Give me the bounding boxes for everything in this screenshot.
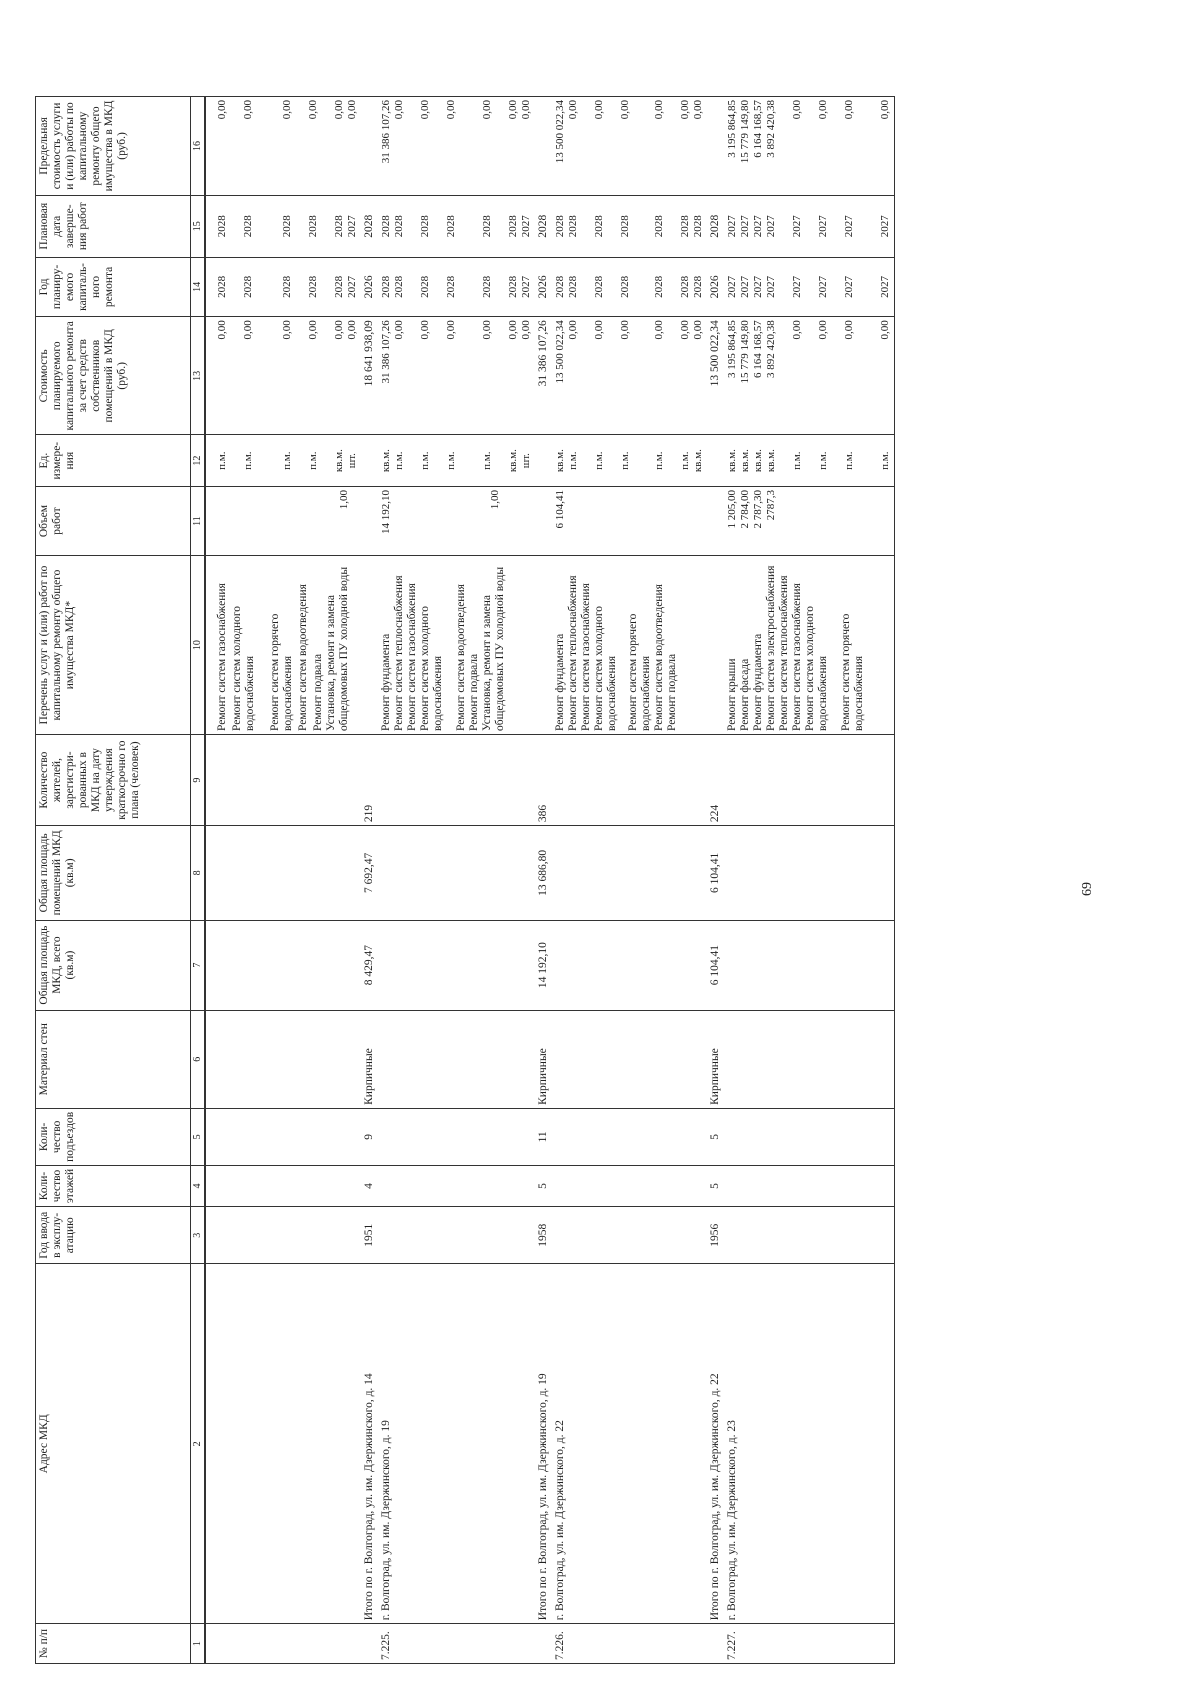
column-number: 12: [191, 435, 206, 487]
work-item: Установка, ремонт и замена общедомовых ПУ холодной воды: [481, 566, 506, 732]
total-row: [707, 97, 724, 1664]
rotated-table-sheet: [35, 96, 1135, 1676]
repair-year: 2028: [380, 275, 392, 298]
unit: п.м.: [843, 451, 855, 470]
repair-year: 2028: [445, 275, 457, 298]
repair-year: 2028: [481, 275, 493, 298]
work-item: Ремонт систем горячего водоснабжения: [840, 613, 865, 732]
end-date: 2028: [679, 215, 691, 238]
work-volume: 1,00: [338, 489, 350, 510]
unit: п.м.: [481, 451, 493, 470]
repair-year: 2028: [281, 275, 293, 298]
unit: п.м.: [281, 451, 293, 470]
work-item: Ремонт подвала: [312, 653, 324, 732]
header-cell: Год планиру-емого капиталь-ного ремонта: [36, 257, 191, 317]
cost: 0,00: [791, 320, 803, 340]
work-item: Ремонт подвала: [666, 653, 678, 732]
column-number: 9: [191, 735, 206, 826]
end-date: 2028: [333, 215, 345, 238]
unit: п.м.: [242, 451, 254, 470]
cost: 0,00: [419, 320, 431, 340]
unit: п.м.: [307, 451, 319, 470]
address: Итого по г. Волгоград, ул. им. Дзержинского, д. 14: [361, 1264, 378, 1624]
column-number-row: [191, 97, 206, 1664]
header-cell: Коли-чество этажей: [36, 1165, 191, 1206]
header-cell: Перечень услуг и (или) работ по капитальному ремонту общего имущества МКД*: [36, 556, 191, 735]
work-item: Ремонт систем газоснабжения: [216, 583, 228, 732]
work-volume: 2787,3: [765, 489, 777, 521]
total-row: [361, 97, 378, 1664]
repair-year: 2027: [752, 275, 764, 298]
end-date: 2027: [765, 215, 777, 238]
work-item: Ремонт систем холодного водоснабжения: [593, 605, 618, 732]
limit-cost: 0,00: [879, 100, 891, 120]
limit-cost: 0,00: [307, 100, 319, 120]
cost: 18 641 938,09: [361, 317, 378, 435]
cost: 0,00: [619, 320, 631, 340]
cost: 0,00: [520, 320, 532, 340]
work-item: Ремонт систем холодного водоснабжения: [231, 605, 256, 732]
repair-year: 2028: [333, 275, 345, 298]
header-cell: Коли-чество подъездов: [36, 1108, 191, 1165]
end-date: 2028: [593, 215, 605, 238]
repair-year: 2028: [593, 275, 605, 298]
unit: кв.м.: [752, 449, 764, 473]
repair-year: 2027: [879, 275, 891, 298]
work-item: Установка, ремонт и замена общедомовых ПУ холодной воды: [325, 566, 350, 732]
end-date: 2028: [216, 215, 228, 238]
table-row: [205, 97, 361, 1664]
unit: кв.м.: [380, 449, 392, 473]
repair-year: 2028: [653, 275, 665, 298]
unit: кв.м.: [554, 449, 566, 473]
residents: 386: [535, 735, 552, 826]
column-number: 4: [191, 1165, 206, 1206]
cost: 3 892 420,38: [765, 320, 777, 379]
repair-year: 2027: [739, 275, 751, 298]
repair-year: 2028: [567, 275, 579, 298]
end-date: 2027: [726, 215, 738, 238]
repair-year: 2027: [726, 275, 738, 298]
end-date: 2028: [535, 195, 552, 257]
header-row: [36, 97, 191, 1664]
work-item: Ремонт систем водоотведения: [455, 584, 467, 732]
repair-year: 2028: [419, 275, 431, 298]
work-volume: 1,00: [489, 489, 501, 510]
cost: 13 500 022,34: [554, 320, 566, 384]
address: Итого по г. Волгоград, ул. им. Дзержинского, д. 19: [535, 1264, 552, 1624]
cost: 0,00: [242, 320, 254, 340]
limit-cost: 0,00: [567, 100, 579, 120]
column-number: 8: [191, 826, 206, 920]
limit-cost: 0,00: [419, 100, 431, 120]
column-number: 6: [191, 1010, 206, 1108]
premises-area: 7 692,47: [361, 826, 378, 920]
cost: 3 195 864,85: [726, 320, 738, 379]
header-cell: Количество жителей, зарегистри-рованных в МКД на дату утверждения краткосрочно го плана (человек): [36, 735, 191, 826]
end-date: 2027: [520, 215, 532, 238]
cost: 0,00: [307, 320, 319, 340]
unit: п.м.: [445, 451, 457, 470]
limit-cost: 0,00: [653, 100, 665, 120]
floors: 5: [535, 1165, 552, 1206]
repair-year: 2028: [216, 275, 228, 298]
repair-year: 2028: [393, 275, 405, 298]
work-item: Ремонт систем горячего водоснабжения: [269, 613, 294, 732]
work-item: Ремонт систем электроснабжения: [765, 565, 777, 732]
cost: 13 500 022,34: [707, 317, 724, 435]
cost: 0,00: [692, 320, 704, 340]
total-area: 6 104,41: [707, 920, 724, 1010]
repair-year: 2026: [361, 257, 378, 317]
address: г. Волгоград, ул. им. Дзержинского, д. 22: [552, 1264, 707, 1624]
header-cell: Общая площадь МКД, всего (кв.м): [36, 920, 191, 1010]
column-number: 7: [191, 920, 206, 1010]
end-date: 2027: [791, 215, 803, 238]
end-date: 2028: [707, 195, 724, 257]
work-volume: 2 787,30: [752, 489, 764, 529]
cost: 0,00: [879, 320, 891, 340]
end-date: 2028: [393, 215, 405, 238]
unit: кв.м.: [765, 449, 777, 473]
work-item: Ремонт систем горячего водоснабжения: [627, 613, 652, 732]
built-year: 1958: [535, 1207, 552, 1264]
cost: 0,00: [216, 320, 228, 340]
capital-repair-table: [35, 96, 895, 1664]
cost: 0,00: [507, 320, 519, 340]
cost: 0,00: [481, 320, 493, 340]
limit-cost: 0,00: [393, 100, 405, 120]
work-volume: 2 784,00: [739, 489, 751, 529]
built-year: 1956: [707, 1207, 724, 1264]
unit: кв.м.: [692, 449, 704, 473]
total-area: 14 192,10: [535, 920, 552, 1010]
unit: кв.м.: [726, 449, 738, 473]
table-row: [724, 97, 895, 1664]
premises-area: 6 104,41: [707, 826, 724, 920]
end-date: 2027: [739, 215, 751, 238]
limit-cost: 0,00: [445, 100, 457, 120]
work-volume: 14 192,10: [380, 489, 392, 534]
cost: 6 164 168,57: [752, 320, 764, 379]
cost: 0,00: [393, 320, 405, 340]
residents: 219: [361, 735, 378, 826]
work-item: Ремонт фундамента: [752, 633, 764, 732]
limit-cost: 0,00: [281, 100, 293, 120]
entrances: 9: [361, 1108, 378, 1165]
header-cell: Объем работ: [36, 486, 191, 555]
repair-year: 2028: [619, 275, 631, 298]
limit-cost: 15 779 149,80: [739, 100, 751, 164]
unit: п.м.: [393, 451, 405, 470]
work-item: Ремонт систем теплоснабжения: [778, 575, 790, 732]
column-number: 13: [191, 317, 206, 435]
residents: 224: [707, 735, 724, 826]
row-number: 7.225.: [378, 1624, 535, 1664]
limit-cost: 0,00: [843, 100, 855, 120]
repair-year: 2028: [679, 275, 691, 298]
unit: кв.м.: [739, 449, 751, 473]
end-date: 2028: [653, 215, 665, 238]
repair-year: 2027: [791, 275, 803, 298]
end-date: 2028: [361, 195, 378, 257]
unit: п.м.: [419, 451, 431, 470]
unit: шт.: [520, 453, 532, 469]
repair-year: 2027: [817, 275, 829, 298]
row-number: [361, 1624, 378, 1664]
wall-material: Кирпичные: [707, 1010, 724, 1108]
limit-cost: 0,00: [481, 100, 493, 120]
limit-cost: 0,00: [520, 100, 532, 120]
work-item: Ремонт систем водоотведения: [297, 584, 309, 732]
work-item: Ремонт подвала: [468, 653, 480, 732]
page-number: 69: [1080, 882, 1095, 896]
repair-year: 2027: [843, 275, 855, 298]
end-date: 2027: [879, 215, 891, 238]
floors: 4: [361, 1165, 378, 1206]
table-row: [378, 97, 535, 1664]
unit: п.м.: [593, 451, 605, 470]
unit: п.м.: [567, 451, 579, 470]
address: г. Волгоград, ул. им. Дзержинского, д. 19: [378, 1264, 535, 1624]
work-item: Ремонт систем теплоснабжения: [393, 575, 405, 732]
total-area: 8 429,47: [361, 920, 378, 1010]
work-item: Ремонт систем водоотведения: [653, 584, 665, 732]
repair-year: 2028: [507, 275, 519, 298]
cost: 0,00: [817, 320, 829, 340]
column-number: 1: [191, 1624, 206, 1664]
work-item: Ремонт систем газоснабжения: [791, 583, 803, 732]
limit-cost: 0,00: [791, 100, 803, 120]
repair-year: 2028: [242, 275, 254, 298]
column-number: 11: [191, 486, 206, 555]
unit: кв.м.: [507, 449, 519, 473]
address: Итого по г. Волгоград, ул. им. Дзержинского, д. 22: [707, 1264, 724, 1624]
limit-cost: 0,00: [216, 100, 228, 120]
table-row: [552, 97, 707, 1664]
work-item: Ремонт фундамента: [554, 633, 566, 732]
limit-cost: 6 164 168,57: [752, 100, 764, 158]
work-item: Ремонт крыши: [726, 658, 738, 732]
end-date: 2027: [752, 215, 764, 238]
work-volume: 6 104,41: [554, 489, 566, 529]
limit-cost: 0,00: [346, 100, 358, 120]
end-date: 2028: [619, 215, 631, 238]
cost: 0,00: [593, 320, 605, 340]
cost: 31 386 107,26: [535, 317, 552, 435]
work-item: Ремонт фундамента: [380, 633, 392, 732]
limit-cost: 0,00: [333, 100, 345, 120]
end-date: 2028: [554, 215, 566, 238]
address: г. Волгоград, ул. им. Дзержинского, д. 23: [724, 1264, 895, 1624]
end-date: 2028: [419, 215, 431, 238]
unit: п.м.: [817, 451, 829, 470]
limit-cost: 0,00: [692, 100, 704, 120]
premises-area: 13 686,80: [535, 826, 552, 920]
unit: шт.: [346, 453, 358, 469]
work-volume: 1 205,00: [726, 489, 738, 529]
column-number: 10: [191, 556, 206, 735]
limit-cost: 31 386 107,26: [380, 100, 392, 164]
unit: кв.м.: [333, 449, 345, 473]
cost: 0,00: [346, 320, 358, 340]
end-date: 2028: [307, 215, 319, 238]
repair-year: 2026: [707, 257, 724, 317]
unit: п.м.: [653, 451, 665, 470]
wall-material: Кирпичные: [361, 1010, 378, 1108]
repair-year: 2028: [554, 275, 566, 298]
repair-year: 2027: [765, 275, 777, 298]
limit-cost: 0,00: [507, 100, 519, 120]
repair-year: 2028: [307, 275, 319, 298]
column-number: 15: [191, 195, 206, 257]
unit: п.м.: [791, 451, 803, 470]
work-item: Ремонт систем холодного водоснабжения: [419, 605, 444, 732]
unit: п.м.: [879, 451, 891, 470]
repair-year: 2027: [346, 275, 358, 298]
unit: п.м.: [619, 451, 631, 470]
wall-material: Кирпичные: [535, 1010, 552, 1108]
end-date: 2027: [817, 215, 829, 238]
work-item: Ремонт систем газоснабжения: [580, 583, 592, 732]
end-date: 2028: [281, 215, 293, 238]
cost: 0,00: [843, 320, 855, 340]
limit-cost: 0,00: [679, 100, 691, 120]
header-cell: № п/п: [36, 1624, 191, 1664]
end-date: 2028: [507, 215, 519, 238]
end-date: 2028: [380, 215, 392, 238]
row-number: 7.226.: [552, 1624, 707, 1664]
header-cell: Общая площадь помещений МКД (кв.м): [36, 826, 191, 920]
limit-cost: 0,00: [817, 100, 829, 120]
cost: 0,00: [445, 320, 457, 340]
repair-year: 2026: [535, 257, 552, 317]
total-row: [535, 97, 552, 1664]
end-date: 2028: [481, 215, 493, 238]
header-cell: Плановая дата заверше-ния работ: [36, 195, 191, 257]
end-date: 2027: [346, 215, 358, 238]
cost: 0,00: [653, 320, 665, 340]
limit-cost: 3 892 420,38: [765, 100, 777, 158]
column-number: 5: [191, 1108, 206, 1165]
row-number: [707, 1624, 724, 1664]
work-item: Ремонт систем газоснабжения: [406, 583, 418, 732]
column-number: 3: [191, 1207, 206, 1264]
unit: п.м.: [679, 451, 691, 470]
work-item: Ремонт систем холодного водоснабжения: [804, 605, 829, 732]
limit-cost: 0,00: [242, 100, 254, 120]
repair-year: 2028: [692, 275, 704, 298]
column-number: 2: [191, 1264, 206, 1624]
built-year: 1951: [361, 1207, 378, 1264]
column-number: 14: [191, 257, 206, 317]
floors: 5: [707, 1165, 724, 1206]
end-date: 2028: [692, 215, 704, 238]
header-cell: Материал стен: [36, 1010, 191, 1108]
limit-cost: 3 195 864,85: [726, 100, 738, 158]
row-number: 7.227.: [724, 1624, 895, 1664]
limit-cost: 0,00: [619, 100, 631, 120]
header-cell: Ед. измере-ния: [36, 435, 191, 487]
end-date: 2028: [242, 215, 254, 238]
column-number: 16: [191, 97, 206, 196]
cost: 15 779 149,80: [739, 320, 751, 384]
entrances: 11: [535, 1108, 552, 1165]
cost: 0,00: [567, 320, 579, 340]
cost: 0,00: [281, 320, 293, 340]
work-item: Ремонт фасада: [739, 658, 751, 732]
row-number: [535, 1624, 552, 1664]
limit-cost: 13 500 022,34: [554, 100, 566, 164]
work-item: Ремонт систем теплоснабжения: [567, 575, 579, 732]
unit: п.м.: [216, 451, 228, 470]
limit-cost: 0,00: [593, 100, 605, 120]
cost: 31 386 107,26: [380, 320, 392, 384]
repair-year: 2027: [520, 275, 532, 298]
entrances: 5: [707, 1108, 724, 1165]
end-date: 2028: [445, 215, 457, 238]
header-cell: Стоимость планируемого капитального ремонта за счет средств собственников помещений в МКД (руб.): [36, 317, 191, 435]
end-date: 2027: [843, 215, 855, 238]
header-cell: Адрес МКД: [36, 1264, 191, 1624]
header-cell: Предельная стоимость услуги и (или) работы по капитальному ремонту общего имущества в МКД (руб.): [36, 97, 191, 196]
cost: 0,00: [333, 320, 345, 340]
header-cell: Год ввода в эксплу-атацию: [36, 1207, 191, 1264]
end-date: 2028: [567, 215, 579, 238]
cost: 0,00: [679, 320, 691, 340]
